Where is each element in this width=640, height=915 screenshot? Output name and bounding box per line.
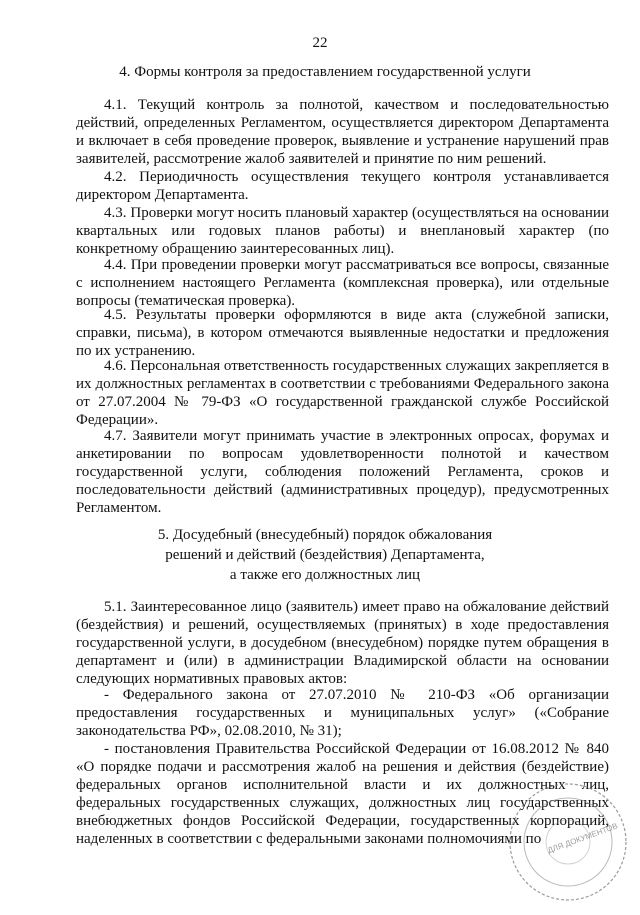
paragraph-4-7: 4.7. Заявители могут принимать участие в электронных опросах, форумах и анкетировании по вопросам удовлетворенности полнотой и качеством государственной услуги, соблюдения положений Регламента, сроков и последовательности действий (административных процедур), предусмотренных Регламентом. (76, 428, 609, 516)
paragraph-4-5: 4.5. Результаты проверки оформляются в виде акта (служебной записки, справки, письма), в котором отмечаются выявленные недостатки и предложения по их устранению. (76, 307, 609, 359)
paragraph-4-2: 4.2. Периодичность осуществления текущего контроля устанавливается директором Департамента. (76, 169, 609, 203)
paragraph-4-1: 4.1. Текущий контроль за полнотой, качеством и последовательностью действий, определенных Регламентом, осуществляется директором Департамента и включает в себя проведение проверок, выявление и устранение нарушений прав заявителей, рассмотрение жалоб заявителей и принятие по ним решений. (76, 97, 609, 167)
section-4-title: 4. Формы контроля за предоставлением государственной услуги (119, 64, 531, 80)
section-5-heading (60, 525, 590, 585)
paragraph-4-4: 4.4. При проведении проверки могут рассматриваться все вопросы, связанные с исполнением настоящего Регламента (комплексная проверка), или отдельные вопросы (тематическая проверка). (76, 257, 609, 309)
section-5-title-line-1: 5. Досудебный (внесудебный) порядок обжалования (157, 527, 493, 543)
paragraph-4-6: 4.6. Персональная ответственность государственных служащих закрепляется в их должностных регламентах в соответствии с требованиями Федерального закона от 27.07.2004 № 79-ФЗ «О государственной гражданской службе Российской Федерации». (76, 358, 609, 428)
paragraph-5-1-decree-840: - постановления Правительства Российской Федерации от 16.08.2012 № 840 «О порядке подачи и рассмотрения жалоб на решения и действия (бездействие) федеральных органов исполнительной власти и их должностных лиц, федеральных государственных служащих, должностных лиц государственных внебюджетных фондов Российской Федерации, государственных корпораций, наделенных в соответствии с федеральными законами полномочиями по (76, 741, 609, 847)
section-5-title-line-3: а также его должностных лиц (229, 567, 421, 583)
page-number: 22 (312, 35, 328, 51)
section-4-heading (60, 62, 590, 82)
svg-text:ДЛЯ ДОКУМЕНТОВ: ДЛЯ ДОКУМЕНТОВ (546, 821, 619, 856)
section-5-title-line-2: решений и действий (бездействия) Департамента, (165, 547, 485, 563)
paragraph-4-3: 4.3. Проверки могут носить плановый характер (осуществляться на основании квартальных или годовых планов работы) и внеплановый характер (по конкретному обращению заинтересованных лиц). (76, 205, 609, 257)
paragraph-5-1-law-210: - Федерального закона от 27.07.2010 № 210-ФЗ «Об организации предоставления государственных и муниципальных услуг» («Собрание законодательства РФ», 02.08.2010, № 31); (76, 687, 609, 739)
paragraph-5-1: 5.1. Заинтересованное лицо (заявитель) имеет право на обжалование действий (бездействия) и решений, осуществляемых (принятых) в ходе предоставления государственной услуги, в досудебном (внесудебном) порядке путем обращения в департамент и (или) в администрации Владимирской области на основании следующих нормативных правовых актов: (76, 599, 609, 687)
